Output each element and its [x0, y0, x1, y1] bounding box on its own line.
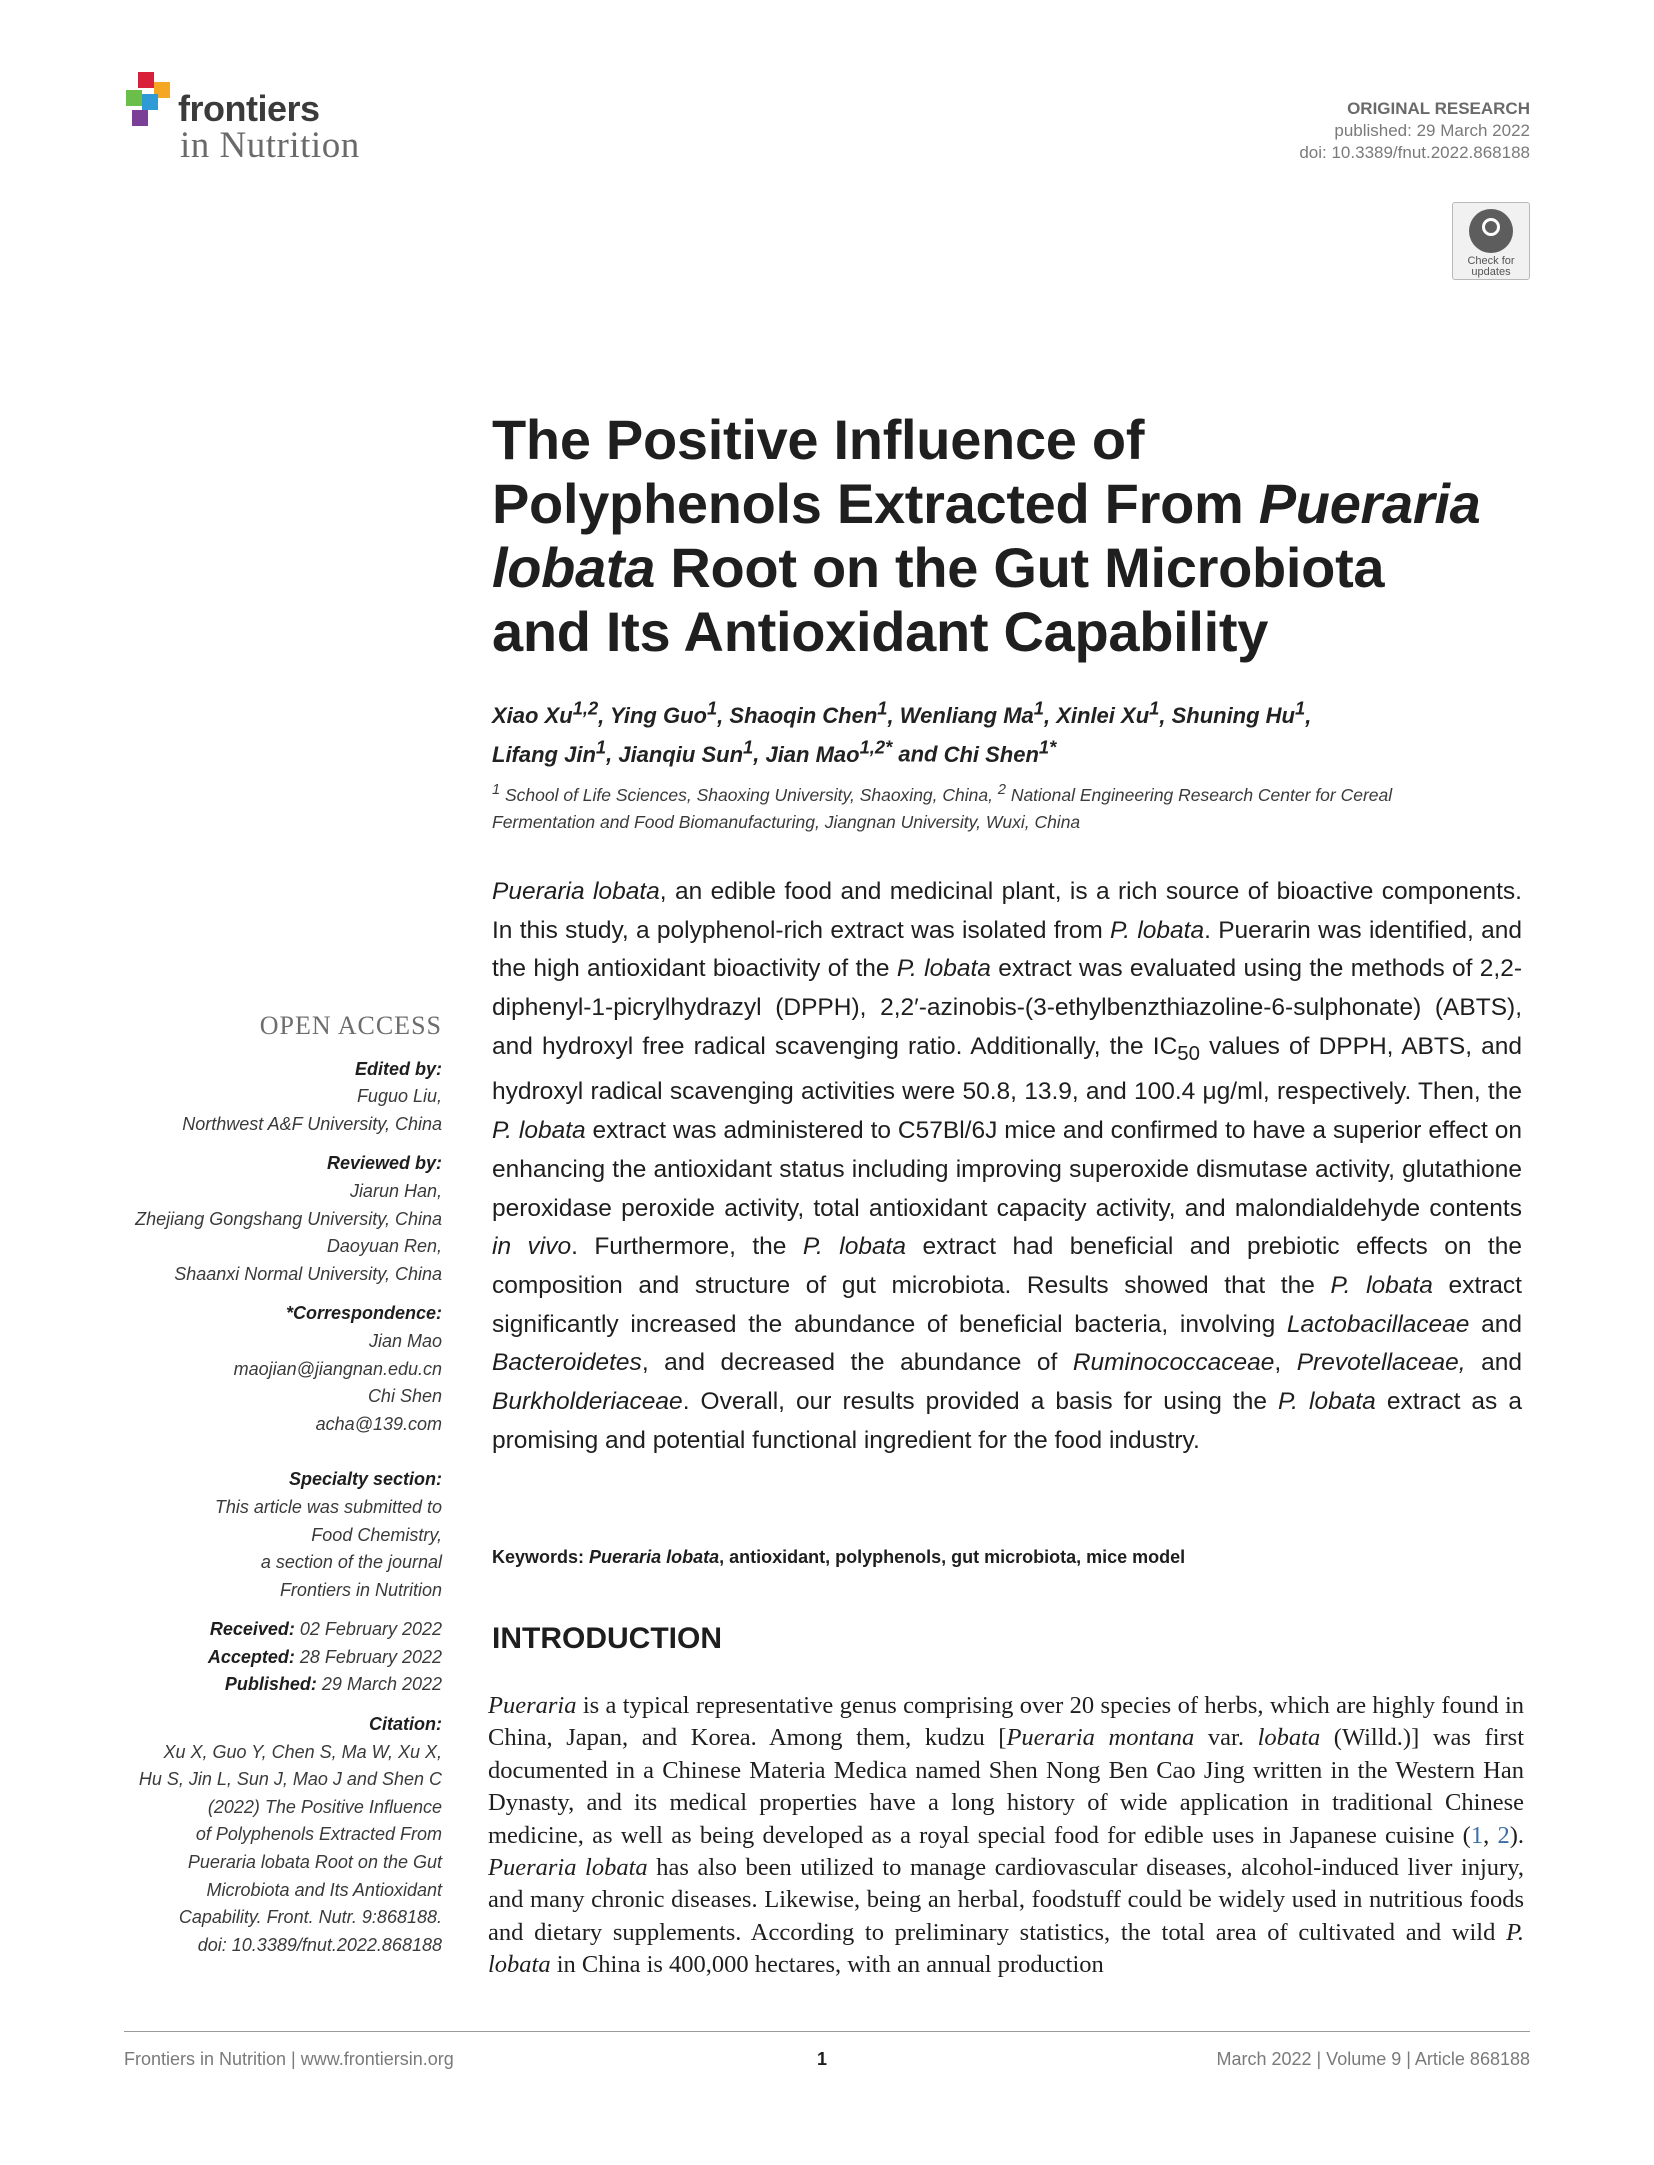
title-line3: Root on the Gut Microbiota: [655, 536, 1385, 599]
reviewer-affiliation: Zhejiang Gongshang University, China: [135, 1208, 442, 1229]
author[interactable]: Ying Guo$^1$: [610, 698, 718, 729]
reviewed-by-label: Reviewed by:: [326, 1153, 442, 1174]
author[interactable]: Chi Shen$^{1*}$: [943, 736, 1057, 767]
check-updates-icon: [1469, 209, 1513, 253]
author[interactable]: Xiao Xu$^{1,2}$: [492, 698, 599, 729]
title-line2-italic: Pueraria: [1258, 472, 1481, 535]
frontiers-logo-icon: [124, 72, 180, 132]
affiliations: $^1$ School of Life Sciences, Shaoxing University, Shaoxing, China, $^2$ National Engineering Research Center for Cereal Fermentation and Food Biomanufacturing, Jiangnan University, Wuxi, China: [492, 782, 1393, 832]
edited-by-label: Edited by:: [354, 1058, 442, 1079]
title-line3-italic: lobata: [492, 536, 656, 599]
correspondence-label: *Correspondence:: [285, 1303, 442, 1324]
keywords: Keywords: Pueraria lobata, antioxidant, polyphenols, gut microbiota, mice model: [492, 1547, 1186, 1567]
specialty-line: Frontiers in Nutrition: [279, 1579, 442, 1600]
specialty-line: a section of the journal: [260, 1552, 442, 1573]
citation-label: Citation:: [369, 1714, 442, 1735]
citation-doi[interactable]: doi: 10.3389/fnut.2022.868188: [197, 1934, 442, 1955]
author[interactable]: Shuning Hu$^1$: [1171, 698, 1306, 729]
footer-divider: [124, 2031, 1530, 2032]
title-line4: and Its Antioxidant Capability: [492, 600, 1269, 663]
citation-line: Microbiota and Its Antioxidant: [206, 1879, 442, 1900]
correspondent-email[interactable]: maojian@jiangnan.edu.cn: [233, 1358, 442, 1379]
check-updates-line2: updates: [1471, 266, 1511, 278]
reference-link[interactable]: 1: [1470, 1821, 1484, 1849]
author[interactable]: Xinlei Xu$^1$: [1056, 698, 1160, 729]
citation-line: Xu X, Guo Y, Chen S, Ma W, Xu X,: [163, 1741, 442, 1762]
reviewer-affiliation: Shaanxi Normal University, China: [174, 1263, 442, 1284]
open-access-label: OPEN ACCESS: [259, 1011, 442, 1040]
footer-issue-info: March 2022 | Volume 9 | Article 868188: [1216, 2049, 1530, 2069]
introduction-body: Pueraria is a typical representative genus comprising over 20 species of herbs, which are highly found in China, Japan, and Korea. Among them, kudzu [Pueraria montana var. lobata (Willd.)] was first documented in a Chinese Materia Medica named Shen Nong Ben Cao Jing written in the Western Han Dynasty, and its medical properties have a long history of wide application in traditional Chinese medicine, as well as being developed as a royal special food for edible uses in Japanese cuisine (1, 2). Pueraria lobata has also been utilized to manage cardiovascular diseases, alcohol-induced liver injury, and many chronic diseases. Likewise, being an herbal, foodstuff could be widely used in nutritious foods and dietary supplements. According to preliminary statistics, the total area of cultivated and wild P. lobata in China is 400,000 hectares, with an annual production: [488, 1692, 1525, 1979]
author[interactable]: Wenliang Ma$^1$: [899, 698, 1044, 729]
journal-name-line1: frontiers: [178, 88, 320, 129]
received-date: Received: 02 February 2022: [209, 1619, 442, 1640]
citation-line: Capability. Front. Nutr. 9:868188.: [178, 1907, 442, 1928]
journal-logo[interactable]: [124, 70, 404, 170]
abstract: Pueraria lobata, an edible food and medicinal plant, is a rich source of bioactive components. In this study, a polyphenol-rich extract was isolated from P. lobata. Puerarin was identified, and the high antioxidant bioactivity of the P. lobata extract was evaluated using the methods of 2,2-diphenyl-1-picrylhydrazyl (DPPH), 2,2′-azinobis-(3-ethylbenzthiazoline-6-sulphonate) (ABTS), and hydroxyl free radical scavenging ratio. Additionally, the $IC_{50}$ values of DPPH, ABTS, and hydroxyl radical scavenging activities were 50.8, 13.9, and 100.4 μg/ml, respectively. Then, the P. lobata extract was administered to C57Bl/6J mice and confirmed to have a superior effect on enhancing the antioxidant status including improving superoxide dismutase activity, glutathione peroxidase peroxide activity, total antioxidant capacity activity, and malondialdehyde contents in vivo. Furthermore, the P. lobata extract had beneficial and prebiotic effects on the composition and structure of gut microbiota. Results showed that the P. lobata extract significantly increased the abundance of beneficial bacteria, involving Lactobacillaceae and Bacteroidetes, and decreased the abundance of Ruminococcaceae, Prevotellaceae, and Burkholderiaceae. Overall, our results provided a basis for using the P. lobata extract as a promising and potential functional ingredient for the food industry.: [492, 878, 1523, 1454]
author[interactable]: Jianqiu Sun$^1$: [618, 736, 754, 767]
citation-line: Pueraria lobata Root on the Gut: [187, 1852, 442, 1873]
article-type: ORIGINAL RESEARCH: [1347, 99, 1530, 118]
correspondent-email[interactable]: acha@139.com: [315, 1413, 442, 1434]
author[interactable]: Jian Mao$^{1,2*}$: [765, 736, 893, 767]
reviewer-name: Daoyuan Ren,: [326, 1236, 442, 1257]
citation-line: of Polyphenols Extracted From: [195, 1824, 442, 1845]
published-date-sidebar: Published: 29 March 2022: [224, 1674, 442, 1695]
check-for-updates-button[interactable]: [1452, 202, 1530, 280]
specialty-section-label: Specialty section:: [288, 1469, 442, 1490]
check-updates-line1: Check for: [1467, 255, 1515, 267]
correspondent-name: Chi Shen: [367, 1386, 442, 1407]
citation-line: Hu S, Jin L, Sun J, Mao J and Shen C: [138, 1769, 442, 1790]
correspondent-name: Jian Mao: [368, 1330, 442, 1351]
published-date: published: 29 March 2022: [1334, 121, 1530, 140]
reviewer-name: Jiarun Han,: [349, 1180, 442, 1201]
article-title: [492, 408, 1542, 664]
doi-link[interactable]: doi: 10.3389/fnut.2022.868188: [1299, 143, 1530, 162]
article-header: [1299, 98, 1530, 164]
title-line1: The Positive Influence of: [492, 408, 1145, 471]
author[interactable]: Lifang Jin$^1$: [492, 736, 607, 767]
citation-line: (2022) The Positive Influence: [207, 1796, 442, 1817]
title-line2: Polyphenols Extracted From: [492, 472, 1259, 535]
introduction-heading: INTRODUCTION: [492, 1622, 722, 1655]
accepted-date: Accepted: 28 February 2022: [207, 1646, 442, 1667]
article-sidebar: [112, 1012, 442, 1959]
reference-link[interactable]: 2: [1497, 1821, 1510, 1849]
page-number: 1: [817, 2049, 828, 2069]
editor-name: Fuguo Liu,: [356, 1086, 442, 1107]
specialty-line: This article was submitted to: [214, 1496, 442, 1517]
editor-affiliation: Northwest A&F University, China: [182, 1113, 442, 1134]
journal-name-line2: in Nutrition: [180, 125, 360, 166]
specialty-line: Food Chemistry,: [311, 1524, 442, 1545]
footer-journal-link[interactable]: Frontiers in Nutrition | www.frontiersin.org: [124, 2049, 454, 2069]
author[interactable]: Shaoqin Chen$^1$: [729, 698, 888, 729]
author-list: Xiao Xu$^{1,2}$, Ying Guo$^1$, Shaoqin Chen$^1$, Wenliang Ma$^1$, Xinlei Xu$^1$, Shuning Hu$^1$, Lifang Jin$^1$, Jianqiu Sun$^1$, Jian Mao$^{1,2*}$ and Chi Shen$^{1*}$: [492, 698, 1312, 767]
